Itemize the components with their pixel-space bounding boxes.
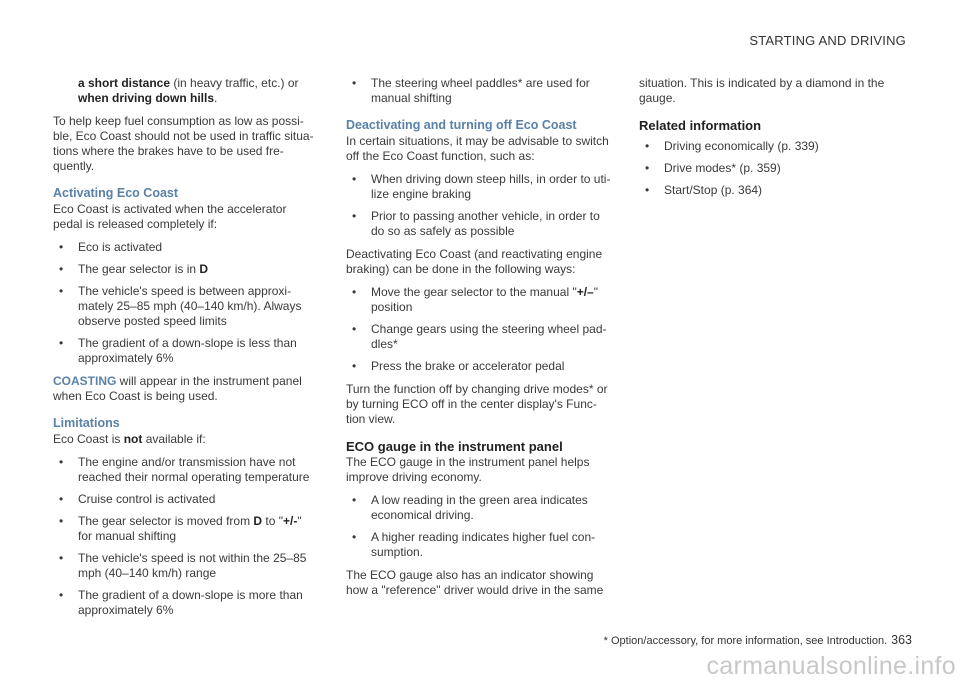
- list-item-text: The vehicle's speed is not within the 25–85 mph (40–140 km/h) range: [78, 551, 307, 580]
- eco-gauge-intro: The ECO gauge in the instrument panel helps improve driving economy.: [346, 455, 590, 484]
- list-item-text: Cruise control is activated: [78, 492, 216, 506]
- list-item: [53, 336, 318, 366]
- column-left: [53, 76, 318, 626]
- paddles-list: [346, 76, 614, 106]
- list-item-text: Press the brake or accelerator pedal: [371, 359, 565, 373]
- list-item-text: Move the gear selector to the manual ": [371, 285, 577, 299]
- bullet-icon: •: [352, 493, 357, 507]
- list-item: [346, 76, 614, 106]
- bold-term: +/-: [283, 514, 298, 528]
- eco-gauge-reference-paragraph: The ECO gauge also has an indicator showing how a "reference" driver would drive in the same: [346, 568, 604, 597]
- activating-intro: Eco Coast is activated when the accelerator pedal is released completely if:: [53, 202, 287, 231]
- list-item-text: A higher reading indicates higher fuel con-sumption.: [371, 530, 596, 559]
- link-text[interactable]: Start/Stop (p. 364): [664, 183, 763, 197]
- list-item-text: The gear selector is moved from: [78, 514, 254, 528]
- related-link[interactable]: [639, 161, 909, 176]
- bold-term: when driving down hills: [78, 91, 215, 105]
- bold-term: not: [123, 432, 143, 446]
- list-item: [346, 530, 614, 560]
- list-item-text: The steering wheel paddles* are used for manual shifting: [371, 76, 590, 105]
- list-item-text: Eco is activated: [78, 240, 163, 254]
- list-item-text: Prior to passing another vehicle, in order to do so as safely as possible: [371, 209, 600, 238]
- list-item-text: The gradient of a down-slope is less than approximately 6%: [78, 336, 297, 365]
- list-item: [53, 240, 318, 255]
- list-item-text: When driving down steep hills, in order to uti-lize engine braking: [371, 172, 611, 201]
- bold-term: D: [199, 262, 209, 276]
- heading-eco-gauge: ECO gauge in the instrument panel: [346, 439, 563, 454]
- bullet-icon: •: [59, 492, 64, 506]
- intro-paragraph: To help keep fuel consumption as low as possi-ble, Eco Coast should not be used in traffic situa-tions where the brakes have to be used fre-quently.: [53, 114, 314, 173]
- list-item-text: Change gears using the steering wheel pad-dles*: [371, 322, 607, 351]
- text-run: to ": [262, 514, 284, 528]
- bullet-icon: •: [59, 551, 64, 565]
- list-item: [53, 492, 318, 507]
- bullet-icon: •: [59, 262, 64, 276]
- list-item: [346, 285, 614, 315]
- heading-related-information: Related information: [639, 118, 762, 133]
- bullet-icon: •: [352, 172, 357, 186]
- text-run: Eco Coast is: [53, 432, 124, 446]
- limitations-list: [53, 455, 318, 618]
- bold-term: a short distance: [78, 76, 171, 90]
- list-item: [53, 455, 318, 485]
- bold-term: +/–: [576, 285, 594, 299]
- list-item: [53, 262, 318, 277]
- watermark: carmanualsonline.info: [706, 652, 956, 680]
- heading-limitations: Limitations: [53, 416, 120, 430]
- list-item-text: The gradient of a down-slope is more than approximately 6%: [78, 588, 303, 617]
- footnote: * Option/accessory, for more information, see Introduction.: [603, 635, 888, 647]
- bold-term: D: [253, 514, 263, 528]
- text-run: available if:: [142, 432, 206, 446]
- related-link[interactable]: [639, 183, 909, 198]
- heading-deactivating-eco-coast: Deactivating and turning off Eco Coast: [346, 118, 577, 132]
- related-link[interactable]: [639, 139, 909, 154]
- bullet-icon: •: [59, 240, 64, 254]
- bullet-icon: •: [59, 284, 64, 298]
- list-item: [346, 209, 614, 239]
- text-run: .: [214, 91, 218, 105]
- coasting-indicator-text: COASTING: [53, 374, 117, 388]
- text-run: will appear in the instrument panel when Eco Coast is being used.: [53, 374, 302, 403]
- list-item-text: A low reading in the green area indicates economical driving.: [371, 493, 588, 522]
- deactivating-situations-list: [346, 172, 614, 239]
- bullet-icon: •: [352, 209, 357, 223]
- text-run: (in heavy traffic, etc.) or: [170, 76, 299, 90]
- bullet-icon: •: [352, 285, 357, 299]
- bullet-icon: •: [352, 530, 357, 544]
- bullet-icon: •: [59, 514, 64, 528]
- page-footer: [604, 633, 912, 649]
- bullet-icon: •: [59, 336, 64, 350]
- eco-gauge-list: [346, 493, 614, 560]
- heading-activating-eco-coast: Activating Eco Coast: [53, 186, 179, 200]
- deactivating-ways-intro: Deactivating Eco Coast (and reactivating engine braking) can be done in the following ways:: [346, 247, 603, 276]
- bullet-icon: •: [645, 139, 650, 153]
- page-number: 363: [891, 633, 912, 647]
- list-item: [53, 514, 318, 544]
- list-item-text: The vehicle's speed is between approxi-mately 25–85 mph (40–140 km/h). Always observe posted speed limits: [78, 284, 302, 328]
- column-middle: [346, 76, 614, 606]
- text-run: " position: [371, 285, 598, 314]
- text-run: " for manual shifting: [78, 514, 302, 543]
- continued-bullet-text: [53, 76, 318, 106]
- list-item: [346, 322, 614, 352]
- bullet-icon: •: [352, 359, 357, 373]
- list-item: [53, 551, 318, 581]
- continued-paragraph: situation. This is indicated by a diamond in the gauge.: [639, 76, 885, 105]
- bullet-icon: •: [645, 161, 650, 175]
- activating-conditions-list: [53, 240, 318, 366]
- limitations-intro: [53, 432, 318, 447]
- bullet-icon: •: [59, 455, 64, 469]
- column-right: [639, 76, 909, 206]
- deactivating-ways-list: [346, 285, 614, 374]
- link-text[interactable]: Driving economically (p. 339): [664, 139, 819, 153]
- list-item: [346, 493, 614, 523]
- list-item: [346, 359, 614, 374]
- coasting-paragraph: [53, 374, 318, 404]
- bullet-icon: •: [352, 76, 357, 90]
- turn-off-paragraph: Turn the function off by changing drive modes* or by turning ECO off in the center display's Func-tion view.: [346, 382, 608, 426]
- section-header: STARTING AND DRIVING: [749, 33, 906, 48]
- bullet-icon: •: [645, 183, 650, 197]
- related-links-list: [639, 139, 909, 198]
- list-item-text: The engine and/or transmission have not reached their normal operating temperature: [78, 455, 310, 484]
- list-item: [346, 172, 614, 202]
- link-text[interactable]: Drive modes* (p. 359): [664, 161, 781, 175]
- list-item-text: The gear selector is in: [78, 262, 200, 276]
- bullet-icon: •: [352, 322, 357, 336]
- list-item: [53, 588, 318, 618]
- list-item: [53, 284, 318, 329]
- bullet-icon: •: [59, 588, 64, 602]
- deactivating-intro: In certain situations, it may be advisable to switch off the Eco Coast function, such as:: [346, 134, 609, 163]
